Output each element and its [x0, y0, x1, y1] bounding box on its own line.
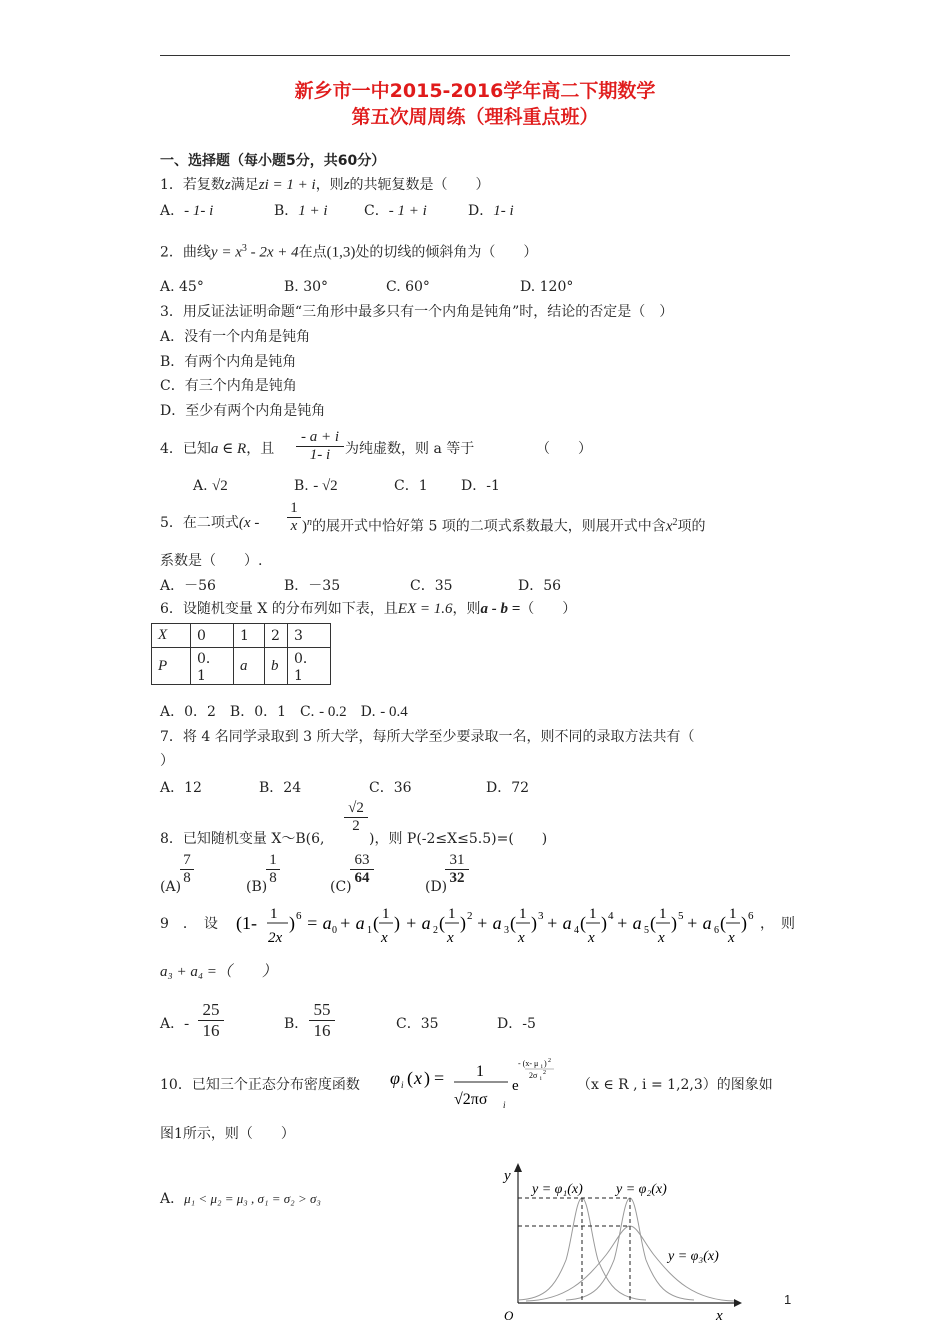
q7-option-c: C．36	[369, 780, 412, 796]
x-axis-arrow-icon	[734, 1299, 742, 1307]
svg-text:5: 5	[644, 925, 649, 936]
svg-text:): )	[531, 913, 537, 933]
q2-option-c: C. 60°	[386, 279, 430, 295]
svg-text:1: 1	[476, 1063, 484, 1080]
q2-option-b: B. 30°	[284, 279, 329, 295]
svg-text:1: 1	[589, 906, 597, 922]
q4-option-c: C．1	[394, 478, 428, 494]
y-axis-arrow-icon	[514, 1163, 522, 1172]
q1-var-z2: z	[343, 177, 350, 193]
y-axis-label: y	[504, 1168, 511, 1184]
q9-option-b-label: B．	[284, 1016, 309, 1032]
q3-option-b: B．有两个内角是钝角	[160, 354, 297, 370]
q1-option-c: C．- 1 + i	[364, 203, 427, 219]
q9-formula-svg	[236, 902, 756, 952]
svg-text:(: (	[580, 913, 586, 933]
q4-option-d: D．-1	[461, 478, 500, 494]
q3-option-d: D．至少有两个内角是钝角	[160, 403, 326, 419]
svg-text:x: x	[588, 930, 595, 946]
curve-label-3: y = φ₃(x)	[668, 1249, 719, 1264]
q5-option-b: B．－35	[284, 578, 341, 594]
svg-text:+ a: + a	[686, 913, 712, 933]
svg-text:(1-: (1-	[236, 913, 257, 933]
svg-text:3: 3	[504, 925, 509, 936]
q4-option-a: A. √2	[193, 478, 228, 494]
svg-text:x: x	[518, 930, 525, 946]
q1-text-b: 满足	[230, 177, 259, 193]
svg-text:5: 5	[678, 910, 684, 922]
q10-condition: （x ∈ R , i = 1,2,3）的图象如	[577, 1077, 773, 1093]
svg-text:6: 6	[748, 910, 754, 922]
table-row: P 0．1 a b 0．1	[152, 648, 331, 685]
q10-density-formula	[388, 1052, 578, 1126]
title-line-1: 新乡市一中2015-2016学年高二下期数学	[294, 80, 656, 102]
svg-text:x: x	[728, 930, 735, 946]
q9-ask: a₃ + a₄ =（ ）	[160, 964, 277, 980]
q8-option-c-label: (C)	[330, 879, 352, 895]
svg-text:): )	[741, 913, 747, 933]
section-heading: 一、选择题（每小题5分，共60分）	[160, 153, 386, 169]
q5-line-2: 系数是（ ）.	[160, 553, 263, 569]
q10-option-a: A．μ₁ < μ₂ = μ₃ , σ₁ = σ₂ > σ₃	[160, 1191, 321, 1207]
svg-text:): )	[601, 913, 607, 933]
question-10: 10．已知三个正态分布密度函数	[160, 1077, 360, 1093]
q8-option-b-frac: $\frac{1}{8}$	[266, 852, 280, 887]
svg-text:(: (	[650, 913, 656, 933]
svg-text:): )	[424, 1068, 430, 1088]
svg-text:(: (	[439, 913, 445, 933]
question-2: 2．曲线$y = x^3 - 2x + 4$在点(1,3)处的切线的倾斜角为（ ）	[160, 243, 538, 261]
curve-label-2: y = φ₂(x)	[616, 1182, 667, 1197]
q6-options: A．0．2 B．0．1 C. - 0.2 D. - 0.4	[160, 704, 408, 720]
q9-expansion	[236, 902, 756, 956]
q2-equation: y = x	[210, 244, 242, 261]
svg-text:2x: 2x	[268, 930, 283, 946]
q10-formula-svg	[388, 1052, 578, 1122]
svg-text:2: 2	[548, 1058, 551, 1064]
svg-text:(: (	[373, 913, 379, 933]
q9-option-b-frac: $\frac{55}{16}$	[309, 1000, 335, 1041]
q9-option-c: C．35	[396, 1016, 439, 1032]
question-6: 6．设随机变量 X 的分布列如下表，且EX = 1.6，则a - b =（ ）	[160, 601, 577, 617]
svg-text:i: i	[503, 1100, 506, 1110]
svg-text:1: 1	[729, 906, 737, 922]
svg-text:+ a: + a	[476, 913, 502, 933]
q8-fraction: $\frac{√2}{2}$	[344, 800, 368, 835]
svg-text:+ a: + a	[405, 913, 431, 933]
question-3: 3．用反证法证明命题“三角形中最多只有一个内角是钝角”时，结论的否定是（ ）	[160, 304, 674, 320]
svg-text:φ: φ	[390, 1068, 400, 1088]
q1-option-b: B．1 + i	[274, 203, 328, 219]
svg-text:x: x	[658, 930, 665, 946]
q8-option-d-frac: $\frac{31}{32}$	[445, 852, 469, 887]
q5-option-a: A．－56	[160, 578, 216, 594]
question-1	[160, 176, 490, 194]
q1-text-c: ，则	[315, 177, 344, 193]
svg-text:= a: = a	[306, 913, 332, 933]
q5-option-d: D．56	[518, 578, 562, 594]
q3-option-a: A．没有一个内角是钝角	[160, 329, 311, 345]
svg-text:i: i	[541, 1064, 543, 1070]
q8-option-b-label: (B)	[246, 879, 268, 895]
q7-option-d: D．72	[486, 780, 530, 796]
svg-text:2: 2	[467, 910, 473, 922]
svg-text:x: x	[381, 930, 388, 946]
q1-equation: zi = 1 + i	[258, 177, 316, 193]
svg-text:1: 1	[519, 906, 527, 922]
q7-option-a: A．12	[160, 780, 202, 796]
svg-text:2σ: 2σ	[529, 1071, 538, 1080]
svg-text:3: 3	[538, 910, 544, 922]
q5-text-b: )$^n$的展开式中恰好第 5 项的二项式系数最大，则展开式中含$x^2$项的	[302, 517, 706, 535]
svg-text:+ a: + a	[339, 913, 365, 933]
svg-text:): )	[544, 1059, 547, 1068]
svg-text:1: 1	[382, 906, 390, 922]
q2-option-d: D. 120°	[520, 279, 574, 295]
svg-text:(: (	[720, 913, 726, 933]
svg-text:=: =	[434, 1068, 445, 1088]
q1-text-a: 1．若复数	[160, 177, 225, 193]
svg-text:4: 4	[608, 910, 614, 922]
svg-text:6: 6	[296, 910, 302, 922]
q5-option-c: C．35	[410, 578, 453, 594]
page-number: 1	[784, 1292, 792, 1307]
x-axis-label: x	[716, 1308, 723, 1324]
q1-option-d: D．1- i	[468, 203, 514, 219]
q9-option-d: D．-5	[497, 1016, 536, 1032]
q4-paren: （ ）	[536, 441, 592, 457]
q9-option-a-label: A．-	[160, 1016, 190, 1032]
svg-text:i: i	[540, 1076, 542, 1082]
q1-option-a: A．- 1- i	[160, 203, 214, 219]
svg-text:√2πσ: √2πσ	[454, 1091, 488, 1108]
svg-text:): )	[671, 913, 677, 933]
svg-text:1: 1	[659, 906, 667, 922]
svg-text:+ a: + a	[546, 913, 572, 933]
q8-option-a-frac: $\frac{7}{8}$	[180, 852, 194, 887]
question-5: 5．在二项式(x -	[160, 515, 260, 531]
svg-text:i: i	[401, 1080, 404, 1090]
svg-text:): )	[394, 913, 400, 933]
question-7: 7．将 4 名同学录取到 3 所大学，每所大学至少要录取一名，则不同的录取方法共有（	[160, 729, 695, 745]
q2-option-a: A. 45°	[160, 279, 204, 295]
svg-text:1: 1	[270, 906, 278, 922]
q1-var-z: z	[224, 177, 231, 193]
q5-fraction: $\frac{1}{x}$	[287, 500, 301, 535]
svg-text:): )	[289, 913, 295, 933]
svg-text:- (x- μ: - (x- μ	[518, 1059, 539, 1068]
svg-text:1: 1	[448, 906, 456, 922]
svg-text:1: 1	[367, 925, 372, 936]
svg-text:6: 6	[714, 925, 719, 936]
svg-text:2: 2	[543, 1070, 546, 1076]
origin-label: O	[504, 1308, 514, 1323]
q4-option-b: B. - √2	[294, 478, 338, 494]
svg-text:(: (	[407, 1068, 413, 1088]
q8-text-b: )，则 P(-2≤X≤5.5)=( )	[369, 831, 548, 847]
svg-text:4: 4	[574, 925, 579, 936]
question-4: 4．已知a ∈ R，且	[160, 441, 275, 457]
question-9: 9 ． 设	[160, 916, 218, 932]
q4-text-c: 为纯虚数，则 a 等于	[345, 441, 475, 457]
q8-option-c-frac: $\frac{63}{64}$	[350, 852, 374, 887]
distribution-table	[151, 623, 331, 685]
q3-option-c: C．有三个内角是钝角	[160, 378, 297, 394]
q8-option-d-label: (D)	[425, 879, 448, 895]
curve-label-1: y = φ₁(x)	[532, 1182, 583, 1197]
q7-option-b: B．24	[259, 780, 302, 796]
q8-option-a-label: (A)	[160, 879, 182, 895]
q10-line-2: 图1所示，则（ ）	[160, 1126, 295, 1142]
svg-text:2: 2	[433, 925, 438, 936]
svg-text:(: (	[510, 913, 516, 933]
question-8: 8．已知随机变量 X～B(6,	[160, 831, 325, 847]
table-row: X 0 1 2 3	[152, 624, 331, 648]
svg-text:+ a: + a	[616, 913, 642, 933]
top-rule	[160, 55, 790, 56]
svg-text:x: x	[414, 1068, 422, 1088]
q4-fraction: $\frac{- a + i}{1- i}$	[296, 429, 344, 464]
figure-svg	[496, 1160, 766, 1330]
svg-text:x: x	[447, 930, 454, 946]
svg-text:): )	[460, 913, 466, 933]
normal-curves-figure	[496, 1160, 766, 1334]
svg-text:e: e	[512, 1078, 519, 1094]
svg-text:0: 0	[332, 925, 337, 936]
q7-stem-end: ）	[160, 753, 174, 769]
q1-text-d: 的共轭复数是（ ）	[349, 177, 490, 193]
q9-option-a-frac: $\frac{25}{16}$	[198, 1000, 224, 1041]
q9-tail: ， 则	[760, 916, 795, 932]
title-line-2: 第五次周周练（理科重点班）	[351, 106, 599, 128]
